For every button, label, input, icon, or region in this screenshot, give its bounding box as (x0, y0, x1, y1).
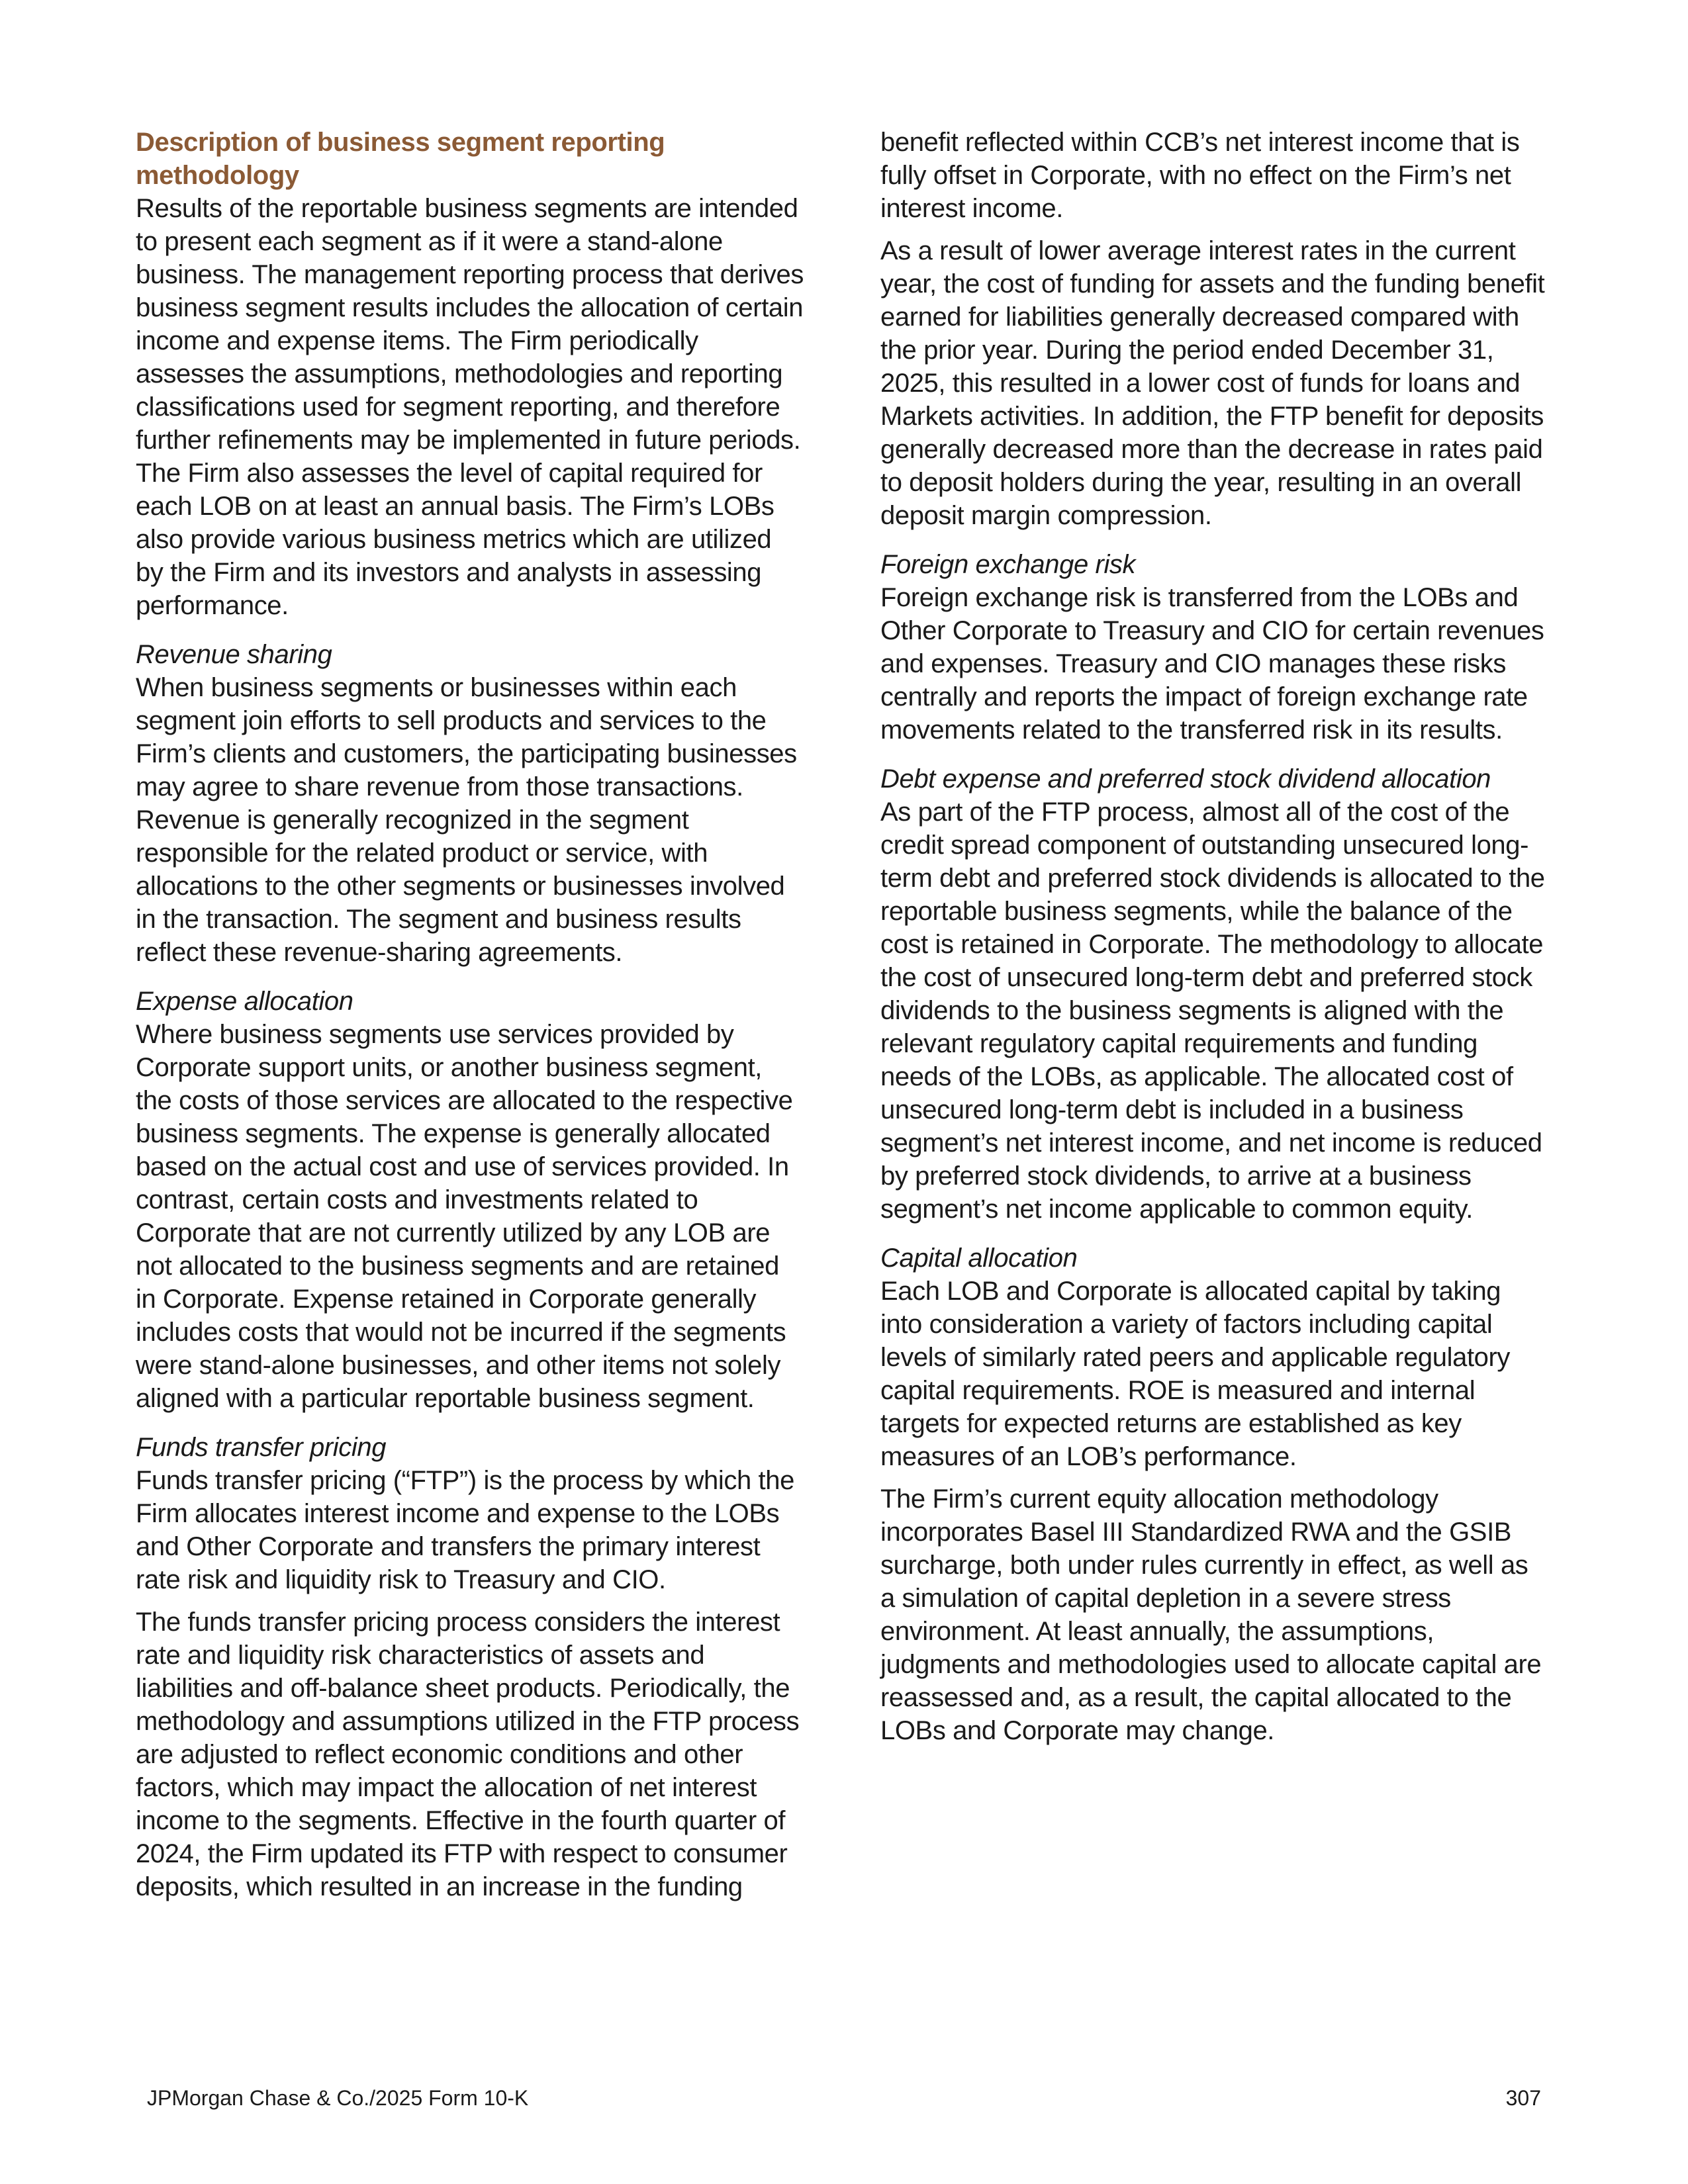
fx-risk-paragraph: Foreign exchange risk is transferred from the LOBs and Other Corporate to Treasury and CIO for certain revenues and expenses. Treasury and CIO manages these risks centrally and reports the impact of foreign exchange rate movements related to the transferred risk in its results. (880, 583, 1544, 745)
revenue-sharing-paragraph: When business segments or businesses within each segment join efforts to sell products and services to the Firm’s clients and customers, the participating businesses may agree to share revenue from those transactions. Revenue is generally recognized in the segment responsible for the related product or service, with allocations to the other segments or businesses involved in the transaction. The segment and business results reflect these revenue-sharing agreements. (136, 673, 797, 967)
capital-allocation-section (880, 1242, 1549, 1747)
intro-paragraph: Results of the reportable business segments are intended to present each segment as if it were a stand-alone business. The management reporting process that derives business segment results includes the allocation of certain income and expense items. The Firm periodically assesses the assumptions, methodologies and reporting classifications used for segment reporting, and therefore further refinements may be implemented in future periods. The Firm also assesses the level of capital required for each LOB on at least an annual basis. The Firm’s LOBs also provide various business metrics which are utilized by the Firm and its investors and analysts in assessing performance. (136, 194, 804, 620)
ftp-section (136, 1431, 804, 1903)
methodology-section (136, 126, 804, 622)
ftp-title: Funds transfer pricing (136, 1433, 387, 1462)
footer-document-title: JPMorgan Chase & Co./2025 Form 10-K (147, 2086, 529, 2110)
fx-risk-title: Foreign exchange risk (880, 550, 1136, 579)
ftp-paragraph-2: The funds transfer pricing process considers the interest rate and liquidity risk characteristics of assets and liabilities and off-balance sheet products. Periodically, the methodology and assumptions utilized in the FTP process are adjusted to reflect economic conditions and other factors, which may impact the allocation of net interest income to the segments. Effective in the fourth quarter of 2024, the Firm updated its FTP with respect to consumer deposits, which resulted in an increase in the funding (136, 1608, 800, 1901)
right-column (880, 126, 1549, 1763)
debt-expense-paragraph: As part of the FTP process, almost all of the cost of the credit spread component of outstanding unsecured long-term debt and preferred stock dividends is allocated to the reportable business segments, while the balance of the cost is retained in Corporate. The methodology to allocate the cost of unsecured long-term debt and preferred stock dividends to the business segments is aligned with the relevant regulatory capital requirements and funding needs of the LOBs, as applicable. The allocated cost of unsecured long-term debt is included in a business segment’s net interest income, and net income is reduced by preferred stock dividends, to arrive at a business segment’s net income applicable to common equity. (880, 797, 1545, 1224)
capital-allocation-title: Capital allocation (880, 1244, 1078, 1273)
footer-page-number: 307 (1505, 2086, 1541, 2110)
debt-expense-title: Debt expense and preferred stock dividend allocation (880, 764, 1491, 794)
ftp-rates-paragraph: As a result of lower average interest rates in the current year, the cost of funding for assets and the funding benefit earned for liabilities generally decreased compared with the prior year. During the period ended December 31, 2025, this resulted in a lower cost of funds for loans and Markets activities. In addition, the FTP benefit for deposits generally decreased more than the decrease in rates paid to deposit holders during the year, resulting in an overall deposit margin compression. (880, 236, 1545, 530)
revenue-sharing-section (136, 638, 804, 969)
revenue-sharing-title: Revenue sharing (136, 640, 332, 669)
ftp-continued-section (880, 126, 1549, 532)
capital-allocation-paragraph-1: Each LOB and Corporate is allocated capital by taking into consideration a variety of factors including capital levels of similarly rated peers and applicable regulatory capital requirements. ROE is measured and internal targets for expected returns are established as key measures of an LOB’s performance. (880, 1277, 1511, 1471)
expense-allocation-title: Expense allocation (136, 987, 353, 1016)
debt-expense-section (880, 762, 1549, 1226)
expense-allocation-paragraph: Where business segments use services provided by Corporate support units, or another business segment, the costs of those services are allocated to the respective business segments. The expense is generally allocated based on the actual cost and use of services provided. In contrast, certain costs and investments related to Corporate that are not currently utilized by any LOB are not allocated to the business segments and are retained in Corporate. Expense retained in Corporate generally includes costs that would not be incurred if the segments were stand-alone businesses, and other items not solely aligned with a particular reportable business segment. (136, 1020, 793, 1413)
fx-risk-section (880, 548, 1549, 747)
expense-allocation-section (136, 985, 804, 1415)
ftp-paragraph-1: Funds transfer pricing (“FTP”) is the process by which the Firm allocates interest income and expense to the LOBs and Other Corporate and transfers the primary interest rate risk and liquidity risk to Treasury and CIO. (136, 1466, 794, 1594)
section-heading: Description of business segment reporting methodology (136, 128, 665, 190)
ftp-continued-paragraph: benefit reflected within CCB’s net interest income that is fully offset in Corporate, with no effect on the Firm’s net interest income. (880, 128, 1520, 223)
capital-allocation-paragraph-2: The Firm’s current equity allocation methodology incorporates Basel III Standardized RWA and the GSIB surcharge, both under rules currently in effect, as well as a simulation of capital depletion in a severe stress environment. At least annually, the assumptions, judgments and methodologies used to allocate capital are reassessed and, as a result, the capital allocated to the LOBs and Corporate may change. (880, 1484, 1542, 1745)
left-column (136, 126, 804, 1919)
